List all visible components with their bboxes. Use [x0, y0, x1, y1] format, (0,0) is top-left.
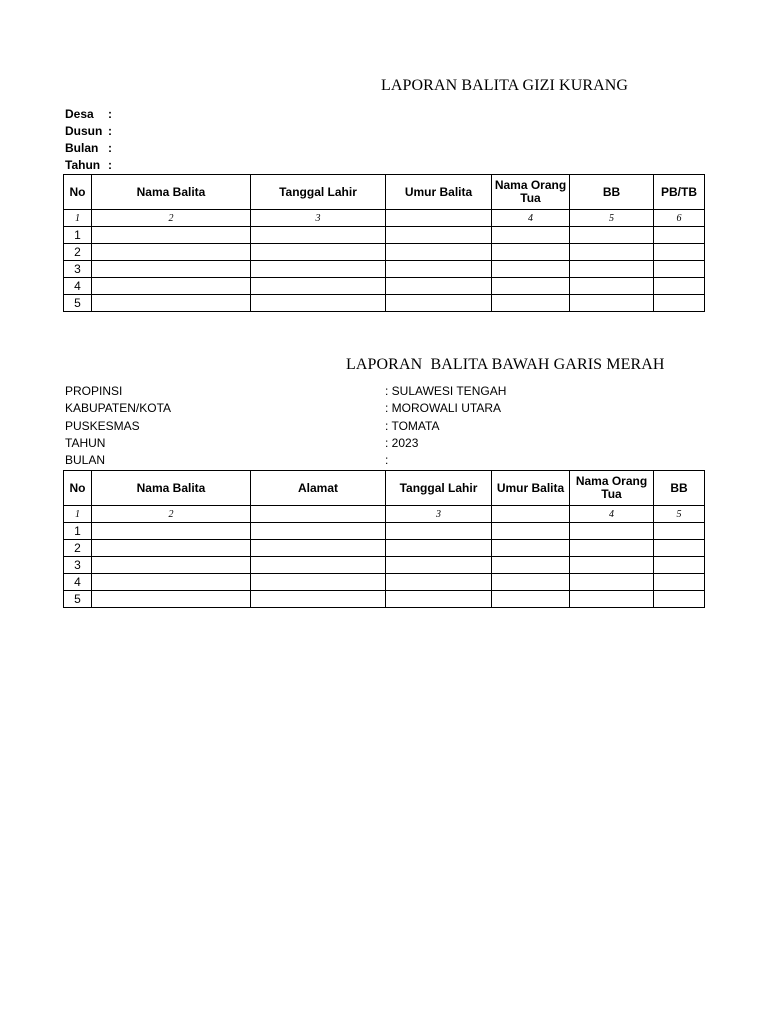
empty-cell — [92, 540, 251, 557]
index-cell — [386, 210, 492, 227]
empty-cell — [654, 244, 705, 261]
empty-cell — [386, 574, 492, 591]
col-header: Umur Balita — [492, 471, 570, 506]
index-cell: 5 — [654, 506, 705, 523]
meta-label: TAHUN — [65, 435, 106, 450]
meta-label: PUSKESMAS — [65, 418, 140, 433]
empty-cell — [570, 278, 654, 295]
index-cell: 2 — [92, 210, 251, 227]
meta-value: : TOMATA — [385, 418, 440, 433]
meta-label: Dusun — [65, 124, 103, 138]
empty-cell — [251, 574, 386, 591]
empty-cell — [251, 523, 386, 540]
report2-table — [63, 470, 705, 608]
meta-row-desa — [65, 106, 112, 123]
meta-value: : SULAWESI TENGAH — [385, 384, 507, 398]
row-number: 3 — [64, 261, 92, 278]
empty-cell — [251, 295, 386, 312]
empty-cell — [386, 540, 492, 557]
table-row — [64, 540, 705, 557]
row-number: 2 — [64, 244, 92, 261]
col-header: BB — [570, 175, 654, 210]
index-cell: 3 — [251, 210, 386, 227]
row-number: 1 — [64, 523, 92, 540]
index-cell: 6 — [654, 210, 705, 227]
col-header: No — [64, 471, 92, 506]
meta-label: BULAN — [65, 453, 106, 468]
meta-sep: : — [108, 107, 112, 121]
meta-sep: : — [108, 158, 112, 172]
empty-cell — [570, 261, 654, 278]
col-header: Umur Balita — [386, 175, 492, 210]
empty-cell — [570, 540, 654, 557]
index-cell: 5 — [570, 210, 654, 227]
empty-cell — [654, 295, 705, 312]
table-row — [64, 227, 705, 244]
empty-cell — [251, 540, 386, 557]
empty-cell — [251, 261, 386, 278]
empty-cell — [92, 591, 251, 608]
column-index-row — [64, 506, 705, 523]
row-number: 2 — [64, 540, 92, 557]
index-cell: 1 — [64, 506, 92, 523]
empty-cell — [570, 523, 654, 540]
meta-row-kabupaten — [65, 400, 705, 417]
empty-cell — [492, 540, 570, 557]
empty-cell — [654, 557, 705, 574]
meta-sep: : — [108, 124, 112, 138]
empty-cell — [654, 540, 705, 557]
empty-cell — [492, 523, 570, 540]
empty-cell — [251, 227, 386, 244]
col-header: Nama Balita — [92, 471, 251, 506]
index-cell — [492, 506, 570, 523]
empty-cell — [570, 591, 654, 608]
index-cell: 4 — [492, 210, 570, 227]
table-header-row — [64, 175, 705, 210]
index-cell: 2 — [92, 506, 251, 523]
empty-cell — [654, 278, 705, 295]
report2-title: LAPORAN BALITA BAWAH GARIS MERAH — [346, 356, 665, 373]
empty-cell — [492, 261, 570, 278]
empty-cell — [654, 523, 705, 540]
meta-value: : 2023 — [385, 435, 419, 450]
empty-cell — [492, 557, 570, 574]
empty-cell — [654, 261, 705, 278]
empty-cell — [386, 557, 492, 574]
empty-cell — [92, 261, 251, 278]
table-row — [64, 557, 705, 574]
meta-row-tahun — [65, 157, 112, 174]
empty-cell — [570, 574, 654, 591]
empty-cell — [492, 295, 570, 312]
index-cell: 3 — [386, 506, 492, 523]
report1-meta — [65, 106, 112, 174]
empty-cell — [492, 574, 570, 591]
empty-cell — [570, 227, 654, 244]
row-number: 3 — [64, 557, 92, 574]
empty-cell — [570, 295, 654, 312]
empty-cell — [492, 591, 570, 608]
report1-title: LAPORAN BALITA GIZI KURANG — [381, 77, 629, 94]
report1-table — [63, 174, 705, 312]
empty-cell — [386, 261, 492, 278]
meta-row-propinsi — [65, 383, 705, 400]
empty-cell — [251, 244, 386, 261]
table-header-row — [64, 471, 705, 506]
empty-cell — [654, 227, 705, 244]
index-cell: 1 — [64, 210, 92, 227]
index-cell: 4 — [570, 506, 654, 523]
col-header: Nama Balita — [92, 175, 251, 210]
empty-cell — [386, 244, 492, 261]
empty-cell — [251, 278, 386, 295]
report2-meta — [65, 383, 705, 469]
meta-row-dusun — [65, 123, 112, 140]
empty-cell — [492, 278, 570, 295]
row-number: 5 — [64, 591, 92, 608]
meta-row-tahun — [65, 435, 705, 452]
meta-row-bulan — [65, 452, 705, 469]
meta-label: KABUPATEN/KOTA — [65, 401, 172, 416]
empty-cell — [386, 278, 492, 295]
row-number: 1 — [64, 227, 92, 244]
empty-cell — [386, 295, 492, 312]
empty-cell — [92, 295, 251, 312]
meta-label: PROPINSI — [65, 384, 123, 398]
table-row — [64, 244, 705, 261]
empty-cell — [92, 227, 251, 244]
col-header: Tanggal Lahir — [251, 175, 386, 210]
empty-cell — [386, 523, 492, 540]
table-row — [64, 574, 705, 591]
meta-label: Desa — [65, 107, 94, 121]
table-row — [64, 295, 705, 312]
meta-row-puskesmas — [65, 418, 705, 435]
index-cell — [251, 506, 386, 523]
col-header: BB — [654, 471, 705, 506]
empty-cell — [654, 591, 705, 608]
empty-cell — [386, 591, 492, 608]
row-number: 5 — [64, 295, 92, 312]
col-header: Nama Orang Tua — [492, 175, 570, 210]
col-header: PB/TB — [654, 175, 705, 210]
empty-cell — [386, 227, 492, 244]
col-header: No — [64, 175, 92, 210]
empty-cell — [654, 574, 705, 591]
empty-cell — [251, 591, 386, 608]
row-number: 4 — [64, 574, 92, 591]
column-index-row — [64, 210, 705, 227]
empty-cell — [492, 227, 570, 244]
empty-cell — [92, 574, 251, 591]
col-header: Tanggal Lahir — [386, 471, 492, 506]
empty-cell — [570, 557, 654, 574]
empty-cell — [570, 244, 654, 261]
meta-label: Bulan — [65, 141, 99, 155]
col-header: Alamat — [251, 471, 386, 506]
meta-value: : — [385, 453, 389, 468]
meta-label: Tahun — [65, 158, 101, 172]
empty-cell — [92, 557, 251, 574]
row-number: 4 — [64, 278, 92, 295]
table-row — [64, 278, 705, 295]
meta-value: : MOROWALI UTARA — [385, 401, 502, 416]
table-row — [64, 591, 705, 608]
meta-row-bulan — [65, 140, 112, 157]
empty-cell — [92, 278, 251, 295]
col-header: Nama Orang Tua — [570, 471, 654, 506]
empty-cell — [492, 244, 570, 261]
empty-cell — [92, 523, 251, 540]
meta-sep: : — [108, 141, 112, 155]
table-row — [64, 261, 705, 278]
table-row — [64, 523, 705, 540]
empty-cell — [251, 557, 386, 574]
empty-cell — [92, 244, 251, 261]
